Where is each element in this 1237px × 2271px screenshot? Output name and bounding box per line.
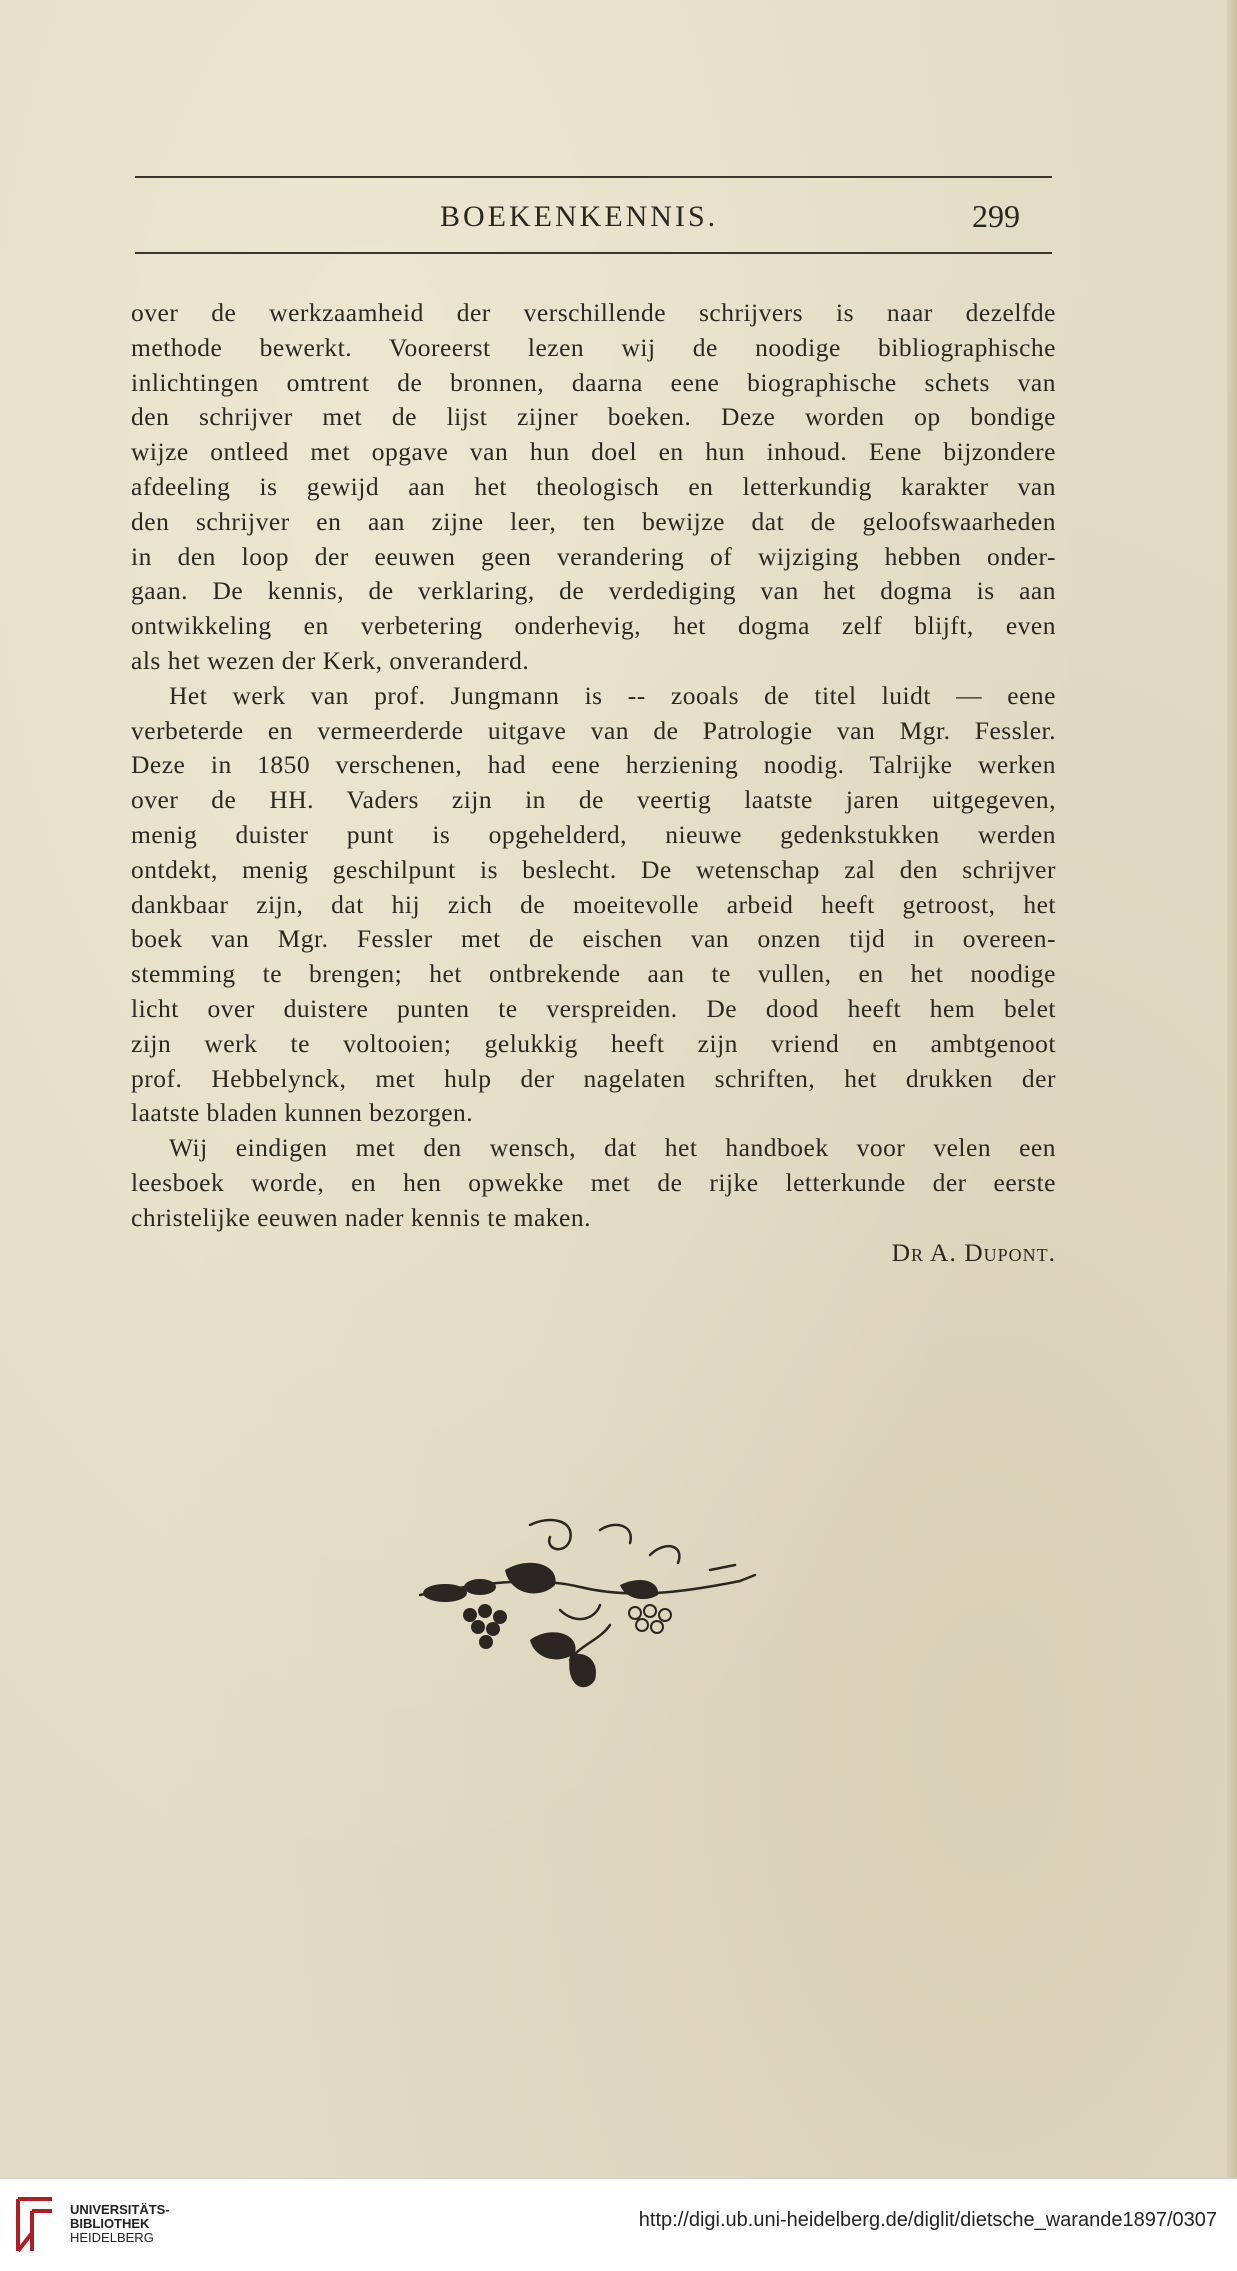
text-line: licht over duistere punten te verspreiden. De dood heeft hem belet <box>131 993 1056 1023</box>
text-line: prof. Hebbelynck, met hulp der nagelaten schriften, het drukken der <box>131 1063 1056 1093</box>
text-line: christelijke eeuwen nader kennis te maken. <box>131 1202 591 1232</box>
text-line: ontdekt, menig geschilpunt is beslecht. De wetenschap zal den schrijver <box>131 854 1056 884</box>
text-line: Het werk van prof. Jungmann is -- zooals de titel luidt — eene <box>169 680 1056 710</box>
text-line: Wij eindigen met den wensch, dat het handboek voor velen een <box>169 1133 1056 1163</box>
logo-line: HEIDELBERG <box>70 2230 154 2245</box>
logo-line: UNIVERSITÄTS- <box>70 2202 170 2217</box>
text-line: stemming te brengen; het ontbrekende aan te vullen, en het noodige <box>131 959 1056 989</box>
source-url-link[interactable]: http://digi.ub.uni-heidelberg.de/diglit/dietsche_warande1897/0307 <box>638 2209 1217 2231</box>
text-line: den schrijver en aan zijne leer, ten bewijze dat de geloofswaarheden <box>131 506 1056 536</box>
text-line: afdeeling is gewijd aan het theologisch en letterkundig karakter van <box>131 471 1056 501</box>
text-line: zijn werk te voltooien; gelukkig heeft zijn vriend en ambtgenoot <box>131 1028 1056 1058</box>
author-signature: Dr A. Dupont. <box>891 1237 1056 1267</box>
grape-vine-ornament-icon <box>410 1515 780 1700</box>
text-line: methode bewerkt. Vooreerst lezen wij de noodige bibliographische <box>131 332 1056 362</box>
library-logo-text <box>70 2203 170 2245</box>
header-rule-bottom <box>135 252 1052 254</box>
paragraph-1 <box>131 296 1056 679</box>
header-rule-top <box>135 176 1052 178</box>
logo-line: BIBLIOTHEK <box>70 2216 150 2231</box>
text-line: wijze ontleed met opgave van hun doel en hun inhoud. Eene bijzondere <box>131 437 1056 467</box>
paragraph-3 <box>131 1131 1056 1235</box>
paragraph-2 <box>131 679 1056 1131</box>
text-line: Deze in 1850 verschenen, had eene herziening noodig. Talrijke werken <box>131 750 1056 780</box>
text-line: dankbaar zijn, dat hij zich de moeitevolle arbeid heeft getroost, het <box>131 889 1056 919</box>
text-line: verbeterde en vermeerderde uitgave van de Patrologie van Mgr. Fessler. <box>131 715 1056 745</box>
page-edge <box>1227 0 1237 2178</box>
running-head: BOEKENKENNIS. <box>440 200 719 233</box>
text-line: gaan. De kennis, de verklaring, de verdediging van het dogma is aan <box>131 576 1056 606</box>
text-line: boek van Mgr. Fessler met de eischen van onzen tijd in overeen- <box>131 924 1056 954</box>
text-line: in den loop der eeuwen geen verandering of wijziging hebben onder- <box>131 541 1056 571</box>
text-line: menig duister punt is opgehelderd, nieuwe gedenkstukken werden <box>131 819 1056 849</box>
text-line: over de werkzaamheid der verschillende schrijvers is naar dezelfde <box>131 298 1056 327</box>
footer-bar <box>0 2178 1237 2271</box>
text-line: ontwikkeling en verbetering onderhevig, het dogma zelf blijft, even <box>131 611 1056 641</box>
university-library-logo-icon <box>10 2193 60 2257</box>
text-line: inlichtingen omtrent de bronnen, daarna eene biographische schets van <box>131 367 1056 397</box>
text-line: den schrijver met de lijst zijner boeken. Deze worden op bondige <box>131 402 1056 432</box>
text-line: over de HH. Vaders zijn in de veertig laatste jaren uitgegeven, <box>131 785 1056 815</box>
text-line: als het wezen der Kerk, onveranderd. <box>131 645 530 675</box>
body-text <box>131 296 1056 1270</box>
page-number: 299 <box>972 198 1020 234</box>
text-line: laatste bladen kunnen bezorgen. <box>131 1098 474 1128</box>
text-line: leesboek worde, en hen opwekke met de rijke letterkunde der eerste <box>131 1167 1056 1197</box>
